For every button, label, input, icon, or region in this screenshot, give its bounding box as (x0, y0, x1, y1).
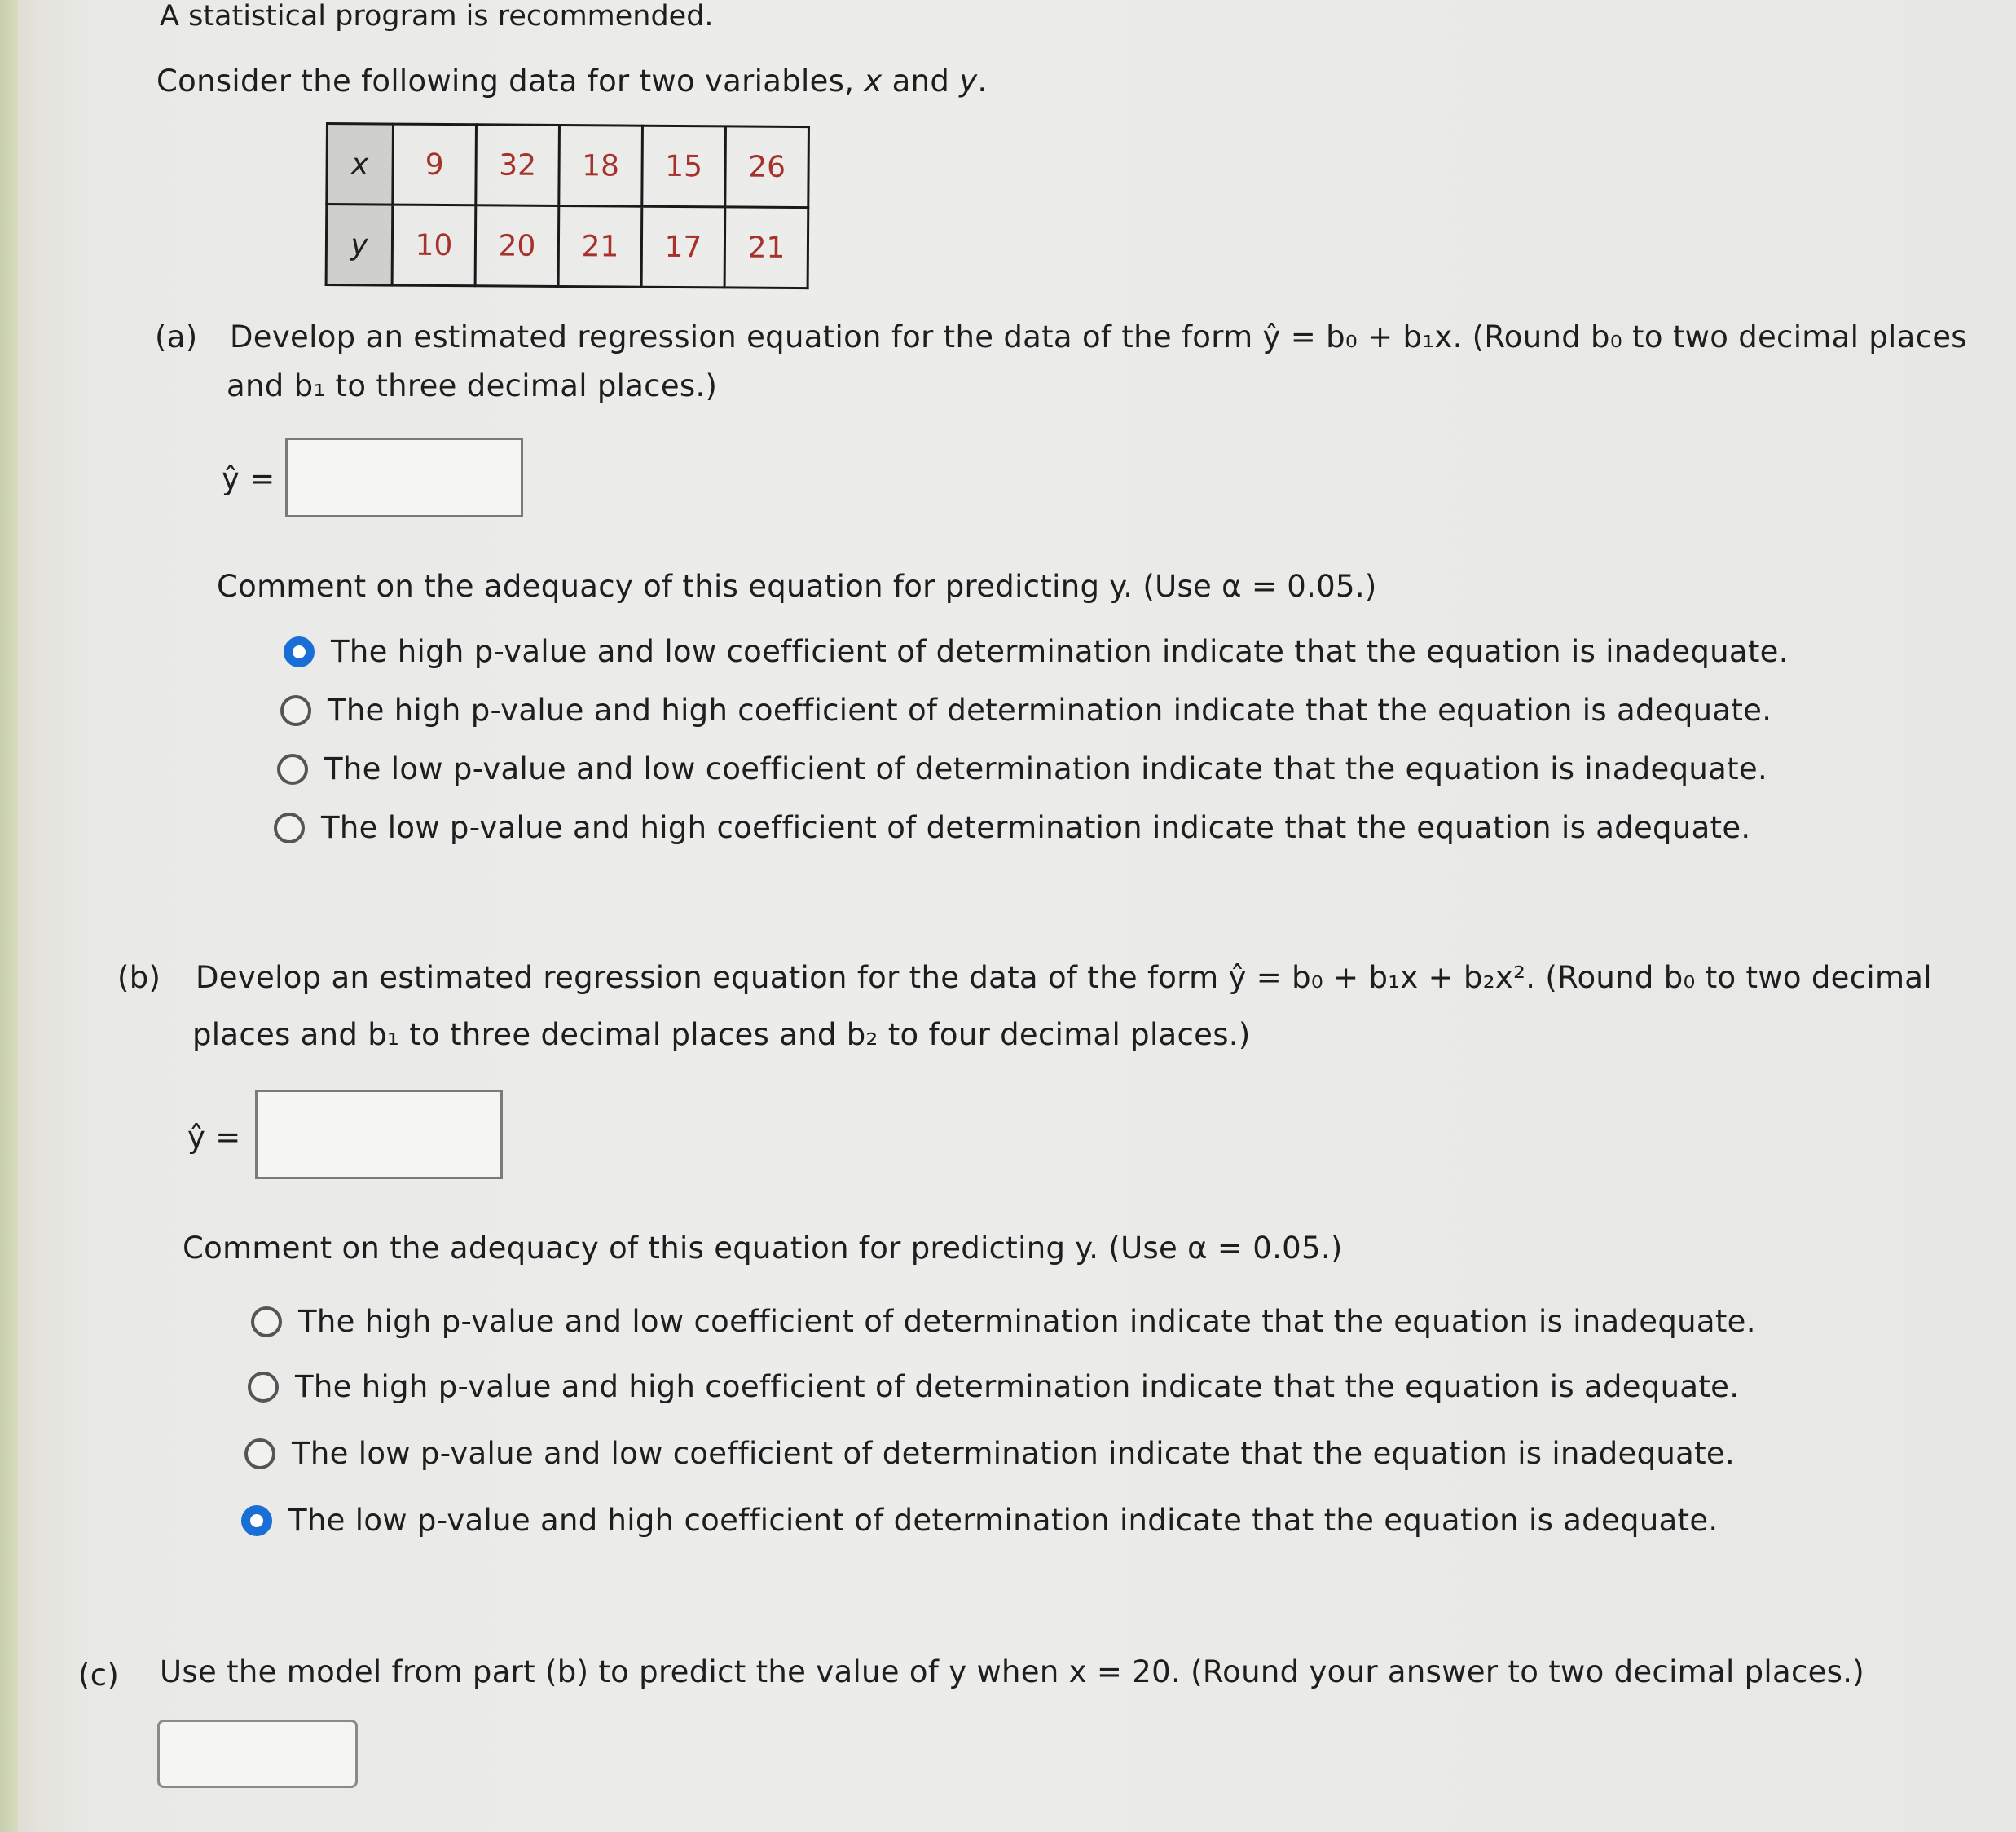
part-a-question-line1: Develop an estimated regression equation for the data of the form ŷ = b₀ + b₁x. (Round b₀ to two decimal places (230, 319, 1967, 355)
part-a-option-4[interactable] (274, 810, 1750, 845)
y-cell: 17 (641, 206, 725, 288)
option-label: The high p-value and low coefficient of determination indicate that the equation is inadequate. (331, 634, 1789, 669)
part-b-option-4[interactable] (241, 1503, 1718, 1538)
part-b-yhat-label: ŷ = (187, 1120, 241, 1155)
left-edge-strip (0, 0, 18, 1832)
part-b-question-line1: Develop an estimated regression equation for the data of the form ŷ = b₀ + b₁x + b₂x². (Round b₀ to two decimal (196, 960, 1932, 995)
x-cell: 26 (725, 126, 809, 208)
x-cell: 15 (642, 126, 726, 207)
option-label: The low p-value and high coefficient of determination indicate that the equation is adequate. (321, 810, 1751, 845)
y-cell: 20 (475, 205, 559, 287)
part-b-option-2[interactable] (248, 1369, 1739, 1404)
radio-icon[interactable] (248, 1372, 279, 1403)
x-cell: 18 (559, 126, 643, 207)
part-a-option-1[interactable] (284, 634, 1789, 669)
x-row (327, 124, 809, 208)
radio-selected-icon[interactable] (284, 636, 315, 667)
part-a-option-2[interactable] (280, 693, 1772, 728)
x-header-cell: x (327, 124, 394, 205)
radio-icon[interactable] (277, 754, 308, 785)
option-label: The high p-value and low coefficient of determination indicate that the equation is inadequate. (298, 1304, 1756, 1339)
y-row (326, 205, 808, 288)
part-c-question: Use the model from part (b) to predict the value of y when x = 20. (Round your answer to two decimal places.) (160, 1654, 1865, 1689)
program-note: A statistical program is recommended. (160, 0, 714, 33)
data-table (325, 122, 810, 289)
y-cell: 21 (724, 207, 808, 288)
intro-text: Consider the following data for two variables, x and y. (156, 64, 988, 99)
x-cell: 9 (393, 124, 477, 205)
part-b-marker: (b) (117, 960, 161, 995)
y-cell: 10 (392, 205, 476, 286)
part-b-option-1[interactable] (251, 1304, 1756, 1339)
option-label: The low p-value and high coefficient of determination indicate that the equation is adequate. (288, 1503, 1719, 1538)
radio-icon[interactable] (244, 1438, 275, 1469)
part-a-marker: (a) (155, 319, 198, 355)
part-b-option-3[interactable] (244, 1436, 1735, 1471)
option-label: The high p-value and high coefficient of determination indicate that the equation is adequate. (328, 693, 1772, 728)
part-b-comment-prompt: Comment on the adequacy of this equation for predicting y. (Use α = 0.05.) (183, 1231, 1343, 1266)
part-a-comment-prompt: Comment on the adequacy of this equation for predicting y. (Use α = 0.05.) (217, 569, 1377, 604)
y-cell: 21 (558, 205, 642, 287)
part-b-answer-input[interactable] (255, 1090, 503, 1179)
part-c-answer-input[interactable] (157, 1720, 358, 1788)
part-a-answer-input[interactable] (285, 438, 523, 517)
part-a-option-3[interactable] (277, 751, 1767, 786)
x-cell: 32 (476, 125, 560, 206)
part-a-question-line2: and b₁ to three decimal places.) (227, 368, 718, 403)
radio-selected-icon[interactable] (241, 1505, 272, 1536)
radio-icon[interactable] (274, 813, 305, 843)
radio-icon[interactable] (280, 695, 311, 726)
part-a-yhat-label: ŷ = (222, 461, 275, 496)
part-c-marker: (c) (78, 1658, 120, 1693)
radio-icon[interactable] (251, 1306, 282, 1337)
part-b-question-line2: places and b₁ to three decimal places and b₂ to four decimal places.) (192, 1017, 1251, 1052)
y-header-cell: y (326, 205, 393, 286)
option-label: The low p-value and low coefficient of determination indicate that the equation is inadequate. (324, 751, 1768, 786)
option-label: The low p-value and low coefficient of determination indicate that the equation is inadequate. (292, 1436, 1736, 1471)
option-label: The high p-value and high coefficient of determination indicate that the equation is adequate. (295, 1369, 1740, 1404)
